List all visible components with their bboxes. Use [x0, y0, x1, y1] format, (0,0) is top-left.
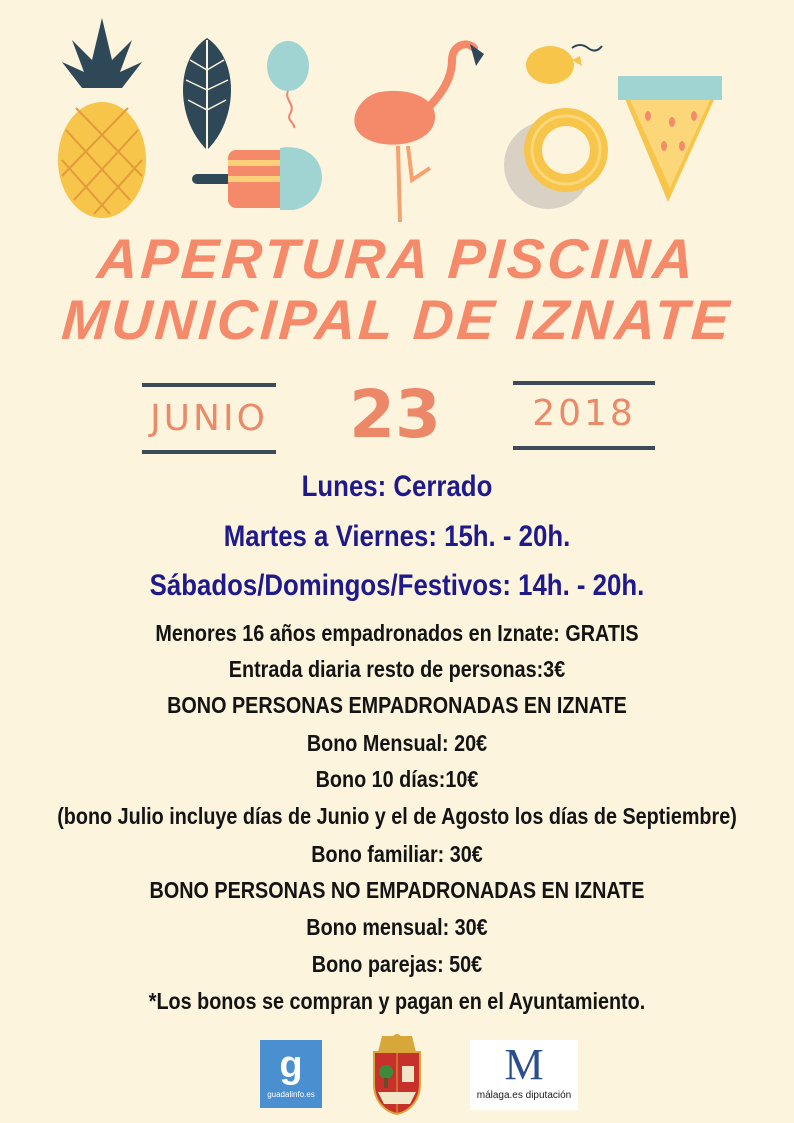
lemon-icon	[526, 45, 602, 84]
footnote: *Los bonos se compran y pagan en el Ayuntamiento.	[148, 988, 646, 1014]
divider-top-left	[142, 383, 276, 387]
malaga-text: málaga.es diputación	[476, 1090, 572, 1101]
non-registered-couples: Bono parejas: 50€	[311, 951, 483, 977]
schedule-monday: Lunes: Cerrado	[301, 470, 493, 503]
registered-family: Bono familiar: 30€	[311, 841, 483, 867]
price-daily: Entrada diaria resto de personas:3€	[228, 656, 566, 682]
schedule-weekend: Sábados/Domingos/Festivos: 14h. - 20h.	[149, 569, 645, 602]
popsicle-icon	[192, 147, 322, 210]
divider-top-right	[513, 381, 655, 385]
schedule-weekdays: Martes a Viernes: 15h. - 20h.	[223, 520, 571, 553]
divider-bottom-left	[142, 450, 276, 454]
malaga-diputacion-logo	[470, 1040, 578, 1110]
flamingo-icon	[354, 44, 484, 222]
summer-illustrations	[0, 0, 794, 230]
registered-heading: BONO PERSONAS EMPADRONADAS EN IZNATE	[167, 692, 627, 718]
registered-10-days: Bono 10 días:10€	[315, 766, 479, 792]
balloon-icon	[267, 41, 309, 128]
date-month: JUNIO	[150, 398, 268, 439]
non-registered-heading: BONO PERSONAS NO EMPADRONADAS EN IZNATE	[149, 877, 645, 903]
donut-icon	[504, 108, 608, 209]
non-registered-monthly: Bono mensual: 30€	[306, 914, 488, 940]
date-day: 23	[349, 376, 441, 453]
guadalinfo-text: guadalinfo.es	[267, 1090, 315, 1099]
pineapple-icon	[58, 18, 146, 218]
watermelon-icon	[618, 76, 722, 202]
malaga-mark: M	[504, 1040, 544, 1089]
guadalinfo-logo	[260, 1040, 322, 1108]
divider-bottom-right	[513, 446, 655, 450]
title-line-2: MUNICIPAL DE IZNATE	[59, 288, 735, 351]
registered-monthly: Bono Mensual: 20€	[306, 730, 488, 756]
leaf-icon	[183, 38, 231, 150]
iznate-coat-of-arms-icon	[364, 1030, 430, 1116]
registered-note: (bono Julio incluye días de Junio y el de Agosto los días de Septiembre)	[57, 803, 737, 829]
guadalinfo-mark: g	[279, 1044, 303, 1086]
title-line-1: APERTURA PISCINA	[95, 227, 699, 290]
date-year: 2018	[532, 393, 636, 434]
price-minors: Menores 16 años empadronados en Iznate: GRATIS	[155, 620, 639, 646]
